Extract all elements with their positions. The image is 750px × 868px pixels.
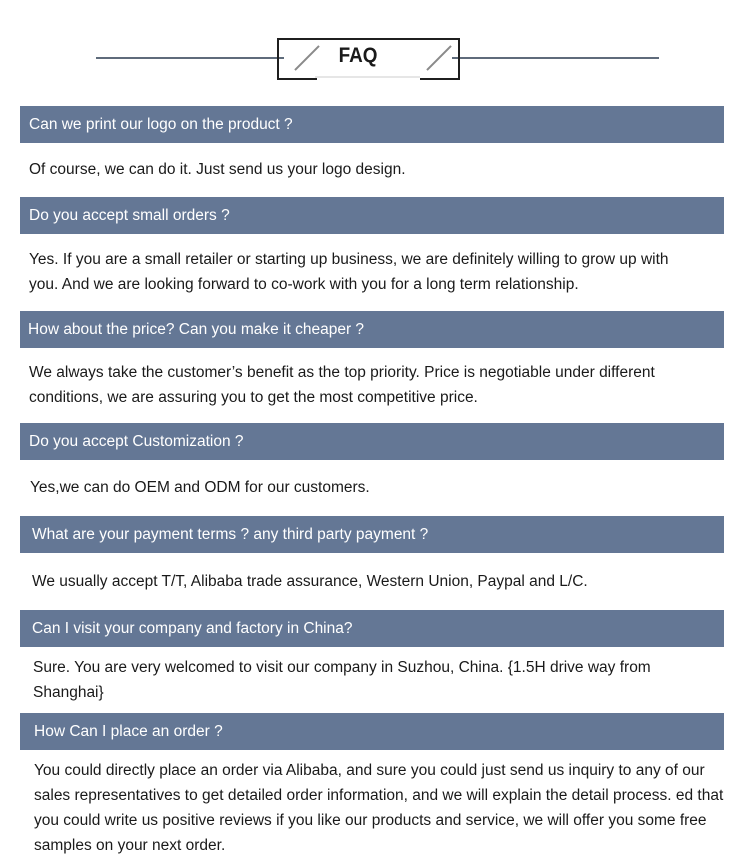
faq-question: Can we print our logo on the product ? bbox=[20, 106, 724, 143]
header-frame-bottom bbox=[315, 76, 420, 78]
page-title: FAQ bbox=[338, 44, 378, 67]
faq-answer: Yes. If you are a small retailer or starting up business, we are definitely willing to grow up with you. And we are looking forward to co-work with you for a long term relationship. bbox=[29, 251, 669, 293]
faq-answer: Of course, we can do it. Just send us your logo design. bbox=[29, 161, 406, 178]
faq-question: Do you accept Customization ? bbox=[20, 423, 724, 460]
header-frame-top bbox=[315, 38, 420, 40]
faq-question: Do you accept small orders ? bbox=[20, 197, 724, 234]
faq-header bbox=[0, 0, 750, 100]
faq-question: Can I visit your company and factory in China? bbox=[20, 610, 724, 647]
faq-answer: Yes,we can do OEM and ODM for our customers. bbox=[30, 479, 370, 496]
faq-question: How Can I place an order ? bbox=[20, 713, 724, 750]
header-line-right bbox=[452, 57, 659, 59]
faq-answer: We always take the customer’s benefit as the top priority. Price is negotiable under different conditions, we are assuring you to get the most competitive price. bbox=[29, 364, 655, 406]
header-bracket-top-left bbox=[277, 38, 317, 60]
faq-question: What are your payment terms ? any third party payment ? bbox=[20, 516, 724, 553]
faq-question: How about the price? Can you make it cheaper ? bbox=[20, 311, 724, 348]
faq-answer: We usually accept T/T, Alibaba trade assurance, Western Union, Paypal and L/C. bbox=[32, 573, 588, 590]
faq-answer: You could directly place an order via Alibaba, and sure you could just send us inquiry to any of our sales representatives to get detailed order information, and we will explain the detail process. ed that you could write us positive reviews if you like our products and service, we will offer you some free samples on your next order. bbox=[34, 762, 724, 854]
faq-answer: Sure. You are very welcomed to visit our company in Suzhou, China. {1.5H drive way from Shanghai} bbox=[33, 659, 651, 701]
header-line-left bbox=[96, 57, 284, 59]
